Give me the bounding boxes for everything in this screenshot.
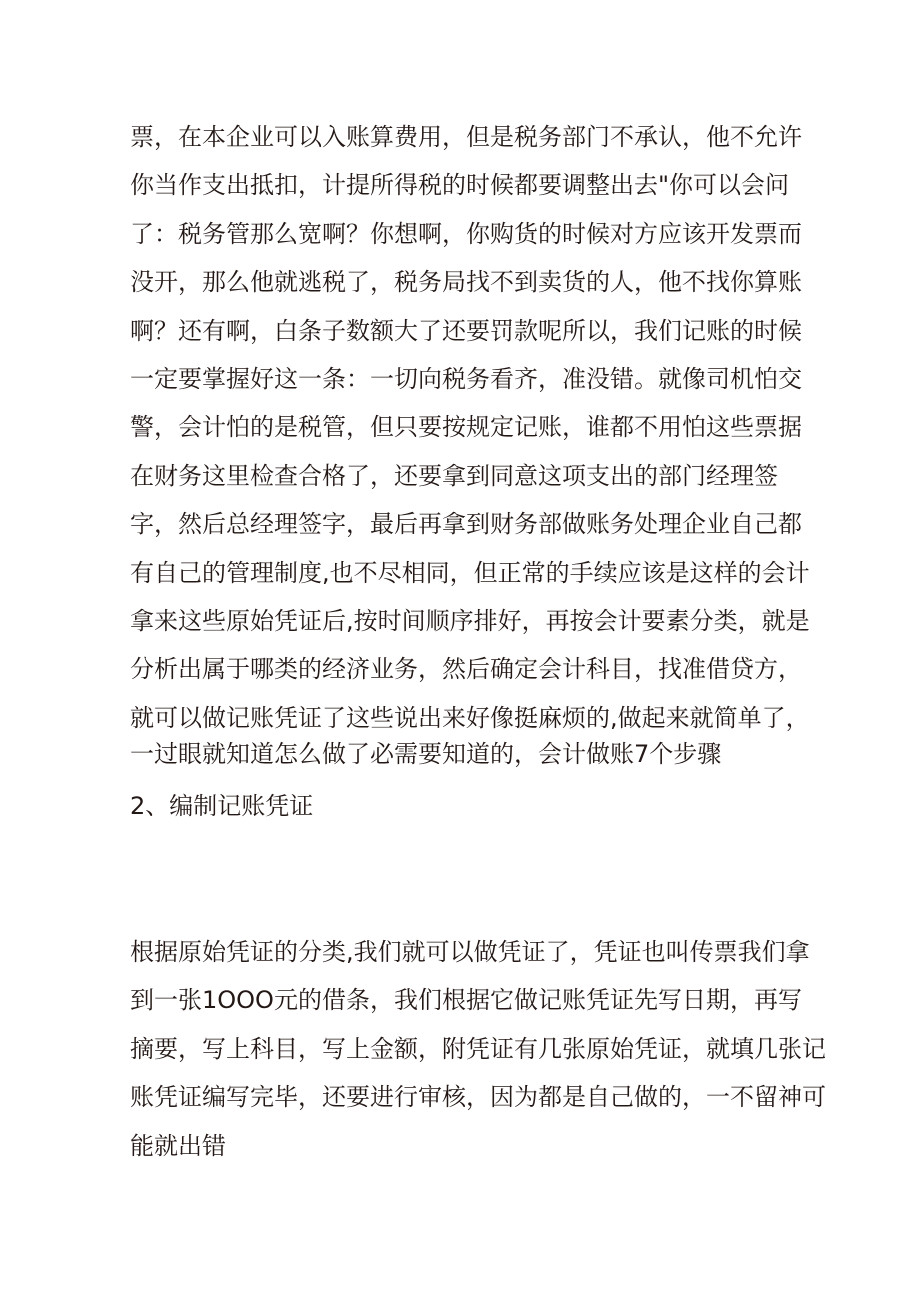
text-line: 能就出错 [130,1131,226,1160]
text-line: 啊？还有啊，白条子数额大了还要罚款呢所以，我们记账的时候 [130,316,802,345]
text-line: 有自己的管理制度,也不尽相同，但正常的手续应该是这样的会计 [130,558,810,587]
text-line: 一定要掌握好这一条：一切向税务看齐，准没错。就像司机怕交 [130,364,802,393]
text-line: 分析出属于哪类的经济业务，然后确定会计科目，找准借贷方， [130,655,802,684]
text-line: 你当作支出抵扣，计提所得税的时候都要调整出去"你可以会问 [130,171,790,200]
text-line: 在财务这里检查合格了，还要拿到同意这项支出的部门经理签 [130,461,778,490]
text-line: 票，在本企业可以入账算费用，但是税务部门不承认，他不允许 [130,123,802,151]
text-line: 一过眼就知道怎么做了必需要知道的，会计做账7个步骤 [130,740,722,769]
body-paragraph-2 [130,928,826,1170]
text-line: 到一张1OOO元的借条，我们根据它做记账凭证先写日期，再写 [130,986,802,1015]
text-line: 账凭证编写完毕，还要进行审核，因为都是自己做的，一不留神可 [130,1083,826,1112]
text-line: 没开，那么他就逃税了，税务局找不到卖货的人，他不找你算账 [130,268,802,297]
section-heading: 2、编制记账凭证 [130,792,314,820]
text-line: 根据原始凭证的分类,我们就可以做凭证了，凭证也叫传票我们拿 [130,938,810,966]
text-line: 字，然后总经理签字，最后再拿到财务部做账务处理企业自己都 [130,510,802,539]
text-line: 就可以做记账凭证了这些说出来好像挺麻烦的,做起来就简单了， [130,703,810,732]
text-line: 了：税务管那么宽啊？你想啊，你购货的时候对方应该开发票而 [130,219,802,248]
text-line: 警，会计怕的是税管，但只要按规定记账，谁都不用怕这些票据 [130,413,802,442]
text-line: 摘要，写上科目，写上金额，附凭证有几张原始凭证，就填几张记 [130,1034,826,1063]
body-paragraph-1 [130,113,810,770]
text-line: 拿来这些原始凭证后,按时间顺序排好，再按会计要素分类，就是 [130,606,810,635]
